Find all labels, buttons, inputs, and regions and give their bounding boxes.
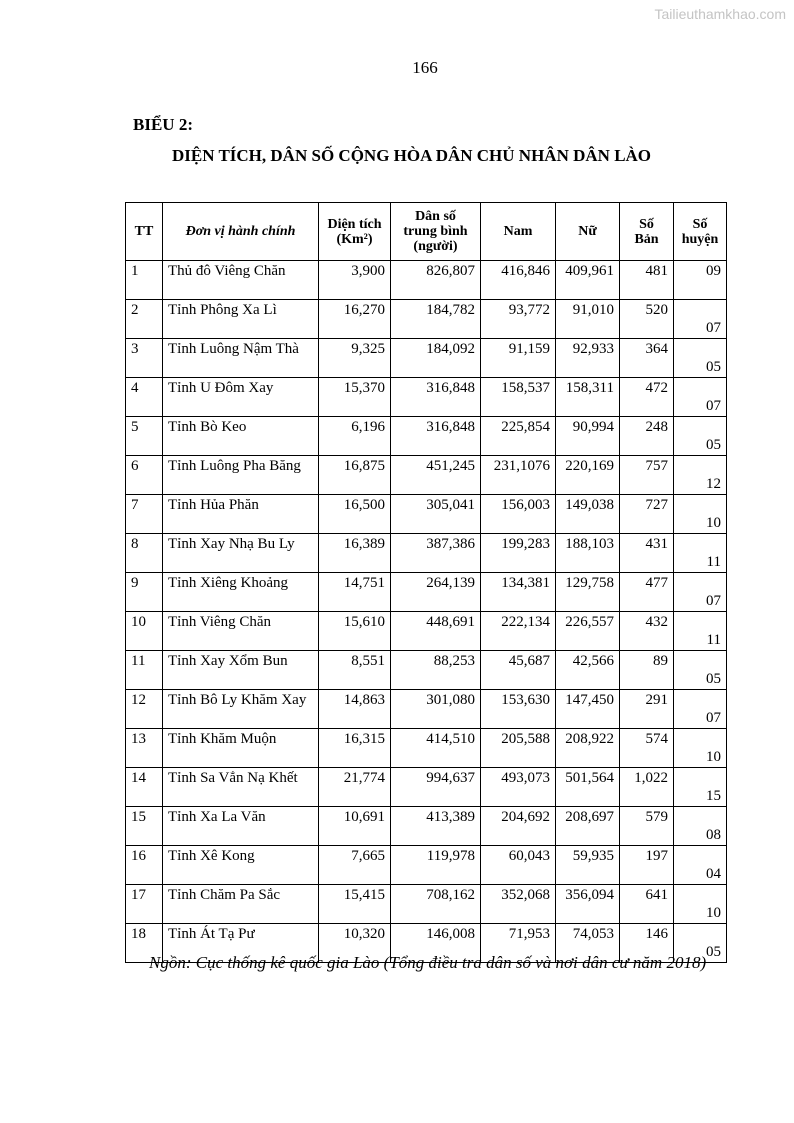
cell-unit-name: Tỉnh Viêng Chăn [163,612,319,651]
cell-tt: 13 [126,729,163,768]
cell-tt: 6 [126,456,163,495]
cell-unit-name: Tỉnh Xay Xổm Bun [163,651,319,690]
cell-area: 16,315 [319,729,391,768]
cell-male: 416,846 [481,261,556,300]
cell-female: 208,922 [556,729,620,768]
cell-male: 222,134 [481,612,556,651]
cell-population: 451,245 [391,456,481,495]
cell-area: 10,691 [319,807,391,846]
cell-districts: 07 [674,573,727,612]
cell-unit-name: Tỉnh Xê Kong [163,846,319,885]
cell-population: 413,389 [391,807,481,846]
cell-male: 205,588 [481,729,556,768]
cell-villages: 574 [620,729,674,768]
cell-female: 129,758 [556,573,620,612]
header-villages: Số Bản [620,203,674,261]
header-districts: Số huyện [674,203,727,261]
source-note: Ngồn: Cục thống kê quốc gia Lào (Tổng điều tra dân số và nơi dân cư năm 2018) [149,953,707,972]
cell-villages: 481 [620,261,674,300]
cell-tt: 2 [126,300,163,339]
cell-female: 147,450 [556,690,620,729]
cell-districts: 11 [674,534,727,573]
cell-population: 387,386 [391,534,481,573]
cell-female: 74,053 [556,924,620,963]
cell-area: 16,270 [319,300,391,339]
table-header-row [126,203,727,261]
cell-unit-name: Tỉnh Hủa Phăn [163,495,319,534]
cell-population: 184,092 [391,339,481,378]
table-row [126,729,727,768]
table-title: DIỆN TÍCH, DÂN SỐ CỘNG HÒA DÂN CHỦ NHÂN DÂN LÀO [172,146,652,165]
cell-female: 42,566 [556,651,620,690]
cell-area: 16,500 [319,495,391,534]
cell-villages: 472 [620,378,674,417]
header-tt: TT [126,203,163,261]
cell-male: 60,043 [481,846,556,885]
header-female: Nữ [556,203,620,261]
cell-population: 316,848 [391,417,481,456]
header-male: Nam [481,203,556,261]
cell-unit-name: Tỉnh Xa La Văn [163,807,319,846]
cell-unit-name: Tỉnh Luông Pha Băng [163,456,319,495]
statistics-table [125,202,727,963]
cell-unit-name: Thủ đô Viêng Chăn [163,261,319,300]
cell-area: 15,415 [319,885,391,924]
table-row [126,378,727,417]
cell-male: 231,1076 [481,456,556,495]
cell-districts: 11 [674,612,727,651]
cell-area: 10,320 [319,924,391,963]
cell-districts: 07 [674,378,727,417]
cell-female: 92,933 [556,339,620,378]
cell-districts: 10 [674,495,727,534]
cell-unit-name: Tỉnh Xay Nhạ Bu Ly [163,534,319,573]
cell-tt: 1 [126,261,163,300]
cell-tt: 16 [126,846,163,885]
cell-population: 994,637 [391,768,481,807]
cell-districts: 05 [674,924,727,963]
cell-tt: 11 [126,651,163,690]
cell-districts: 10 [674,885,727,924]
cell-population: 826,807 [391,261,481,300]
table-row [126,690,727,729]
cell-female: 501,564 [556,768,620,807]
cell-area: 3,900 [319,261,391,300]
cell-male: 493,073 [481,768,556,807]
cell-male: 199,283 [481,534,556,573]
table-row [126,300,727,339]
cell-districts: 15 [674,768,727,807]
header-unit: Đơn vị hành chính [163,203,319,261]
cell-villages: 579 [620,807,674,846]
cell-tt: 3 [126,339,163,378]
cell-villages: 520 [620,300,674,339]
cell-unit-name: Tỉnh Xiêng Khoảng [163,573,319,612]
cell-female: 356,094 [556,885,620,924]
cell-male: 153,630 [481,690,556,729]
cell-female: 158,311 [556,378,620,417]
table-row [126,417,727,456]
cell-unit-name: Tỉnh U Đôm Xay [163,378,319,417]
cell-villages: 291 [620,690,674,729]
cell-districts: 10 [674,729,727,768]
cell-area: 14,863 [319,690,391,729]
cell-population: 708,162 [391,885,481,924]
table-row [126,885,727,924]
cell-area: 7,665 [319,846,391,885]
cell-male: 71,953 [481,924,556,963]
cell-districts: 12 [674,456,727,495]
cell-tt: 12 [126,690,163,729]
cell-male: 45,687 [481,651,556,690]
section-heading: BIỂU 2: [133,115,193,134]
cell-population: 316,848 [391,378,481,417]
cell-female: 90,994 [556,417,620,456]
table-row [126,495,727,534]
cell-unit-name: Tỉnh Bô Ly Khăm Xay [163,690,319,729]
cell-female: 226,557 [556,612,620,651]
cell-population: 119,978 [391,846,481,885]
cell-tt: 18 [126,924,163,963]
cell-male: 225,854 [481,417,556,456]
cell-area: 14,751 [319,573,391,612]
cell-female: 149,038 [556,495,620,534]
cell-districts: 04 [674,846,727,885]
cell-unit-name: Tỉnh Khăm Muộn [163,729,319,768]
cell-villages: 364 [620,339,674,378]
cell-villages: 146 [620,924,674,963]
cell-population: 184,782 [391,300,481,339]
cell-female: 188,103 [556,534,620,573]
cell-area: 16,389 [319,534,391,573]
cell-population: 264,139 [391,573,481,612]
cell-unit-name: Tỉnh Bò Keo [163,417,319,456]
cell-female: 220,169 [556,456,620,495]
cell-area: 9,325 [319,339,391,378]
table-row [126,612,727,651]
cell-villages: 1,022 [620,768,674,807]
cell-female: 208,697 [556,807,620,846]
cell-male: 93,772 [481,300,556,339]
cell-population: 88,253 [391,651,481,690]
cell-tt: 14 [126,768,163,807]
cell-male: 204,692 [481,807,556,846]
cell-area: 6,196 [319,417,391,456]
cell-area: 8,551 [319,651,391,690]
cell-population: 448,691 [391,612,481,651]
cell-districts: 07 [674,300,727,339]
cell-population: 146,008 [391,924,481,963]
cell-male: 156,003 [481,495,556,534]
cell-unit-name: Tỉnh Phông Xa Lì [163,300,319,339]
cell-area: 15,370 [319,378,391,417]
cell-villages: 727 [620,495,674,534]
cell-districts: 05 [674,339,727,378]
cell-unit-name: Tỉnh Sa Vẳn Nạ Khết [163,768,319,807]
cell-tt: 10 [126,612,163,651]
cell-districts: 05 [674,417,727,456]
cell-population: 301,080 [391,690,481,729]
watermark-text: Tailieuthamkhao.com [654,6,786,22]
cell-male: 134,381 [481,573,556,612]
cell-villages: 431 [620,534,674,573]
page-number: 166 [412,58,438,77]
table-row [126,846,727,885]
table-row [126,534,727,573]
cell-male: 352,068 [481,885,556,924]
header-area: Diện tích (Km²) [319,203,391,261]
cell-villages: 197 [620,846,674,885]
cell-unit-name: Tỉnh Át Tạ Pư [163,924,319,963]
cell-tt: 8 [126,534,163,573]
cell-male: 158,537 [481,378,556,417]
table-row [126,261,727,300]
table-row [126,573,727,612]
cell-villages: 757 [620,456,674,495]
table-body [126,261,727,963]
header-population: Dân số trung bình (người) [391,203,481,261]
cell-districts: 07 [674,690,727,729]
cell-villages: 477 [620,573,674,612]
cell-male: 91,159 [481,339,556,378]
cell-area: 15,610 [319,612,391,651]
table-row [126,339,727,378]
table-row [126,768,727,807]
table-row [126,807,727,846]
cell-population: 305,041 [391,495,481,534]
cell-population: 414,510 [391,729,481,768]
cell-villages: 432 [620,612,674,651]
cell-tt: 17 [126,885,163,924]
cell-districts: 05 [674,651,727,690]
cell-area: 21,774 [319,768,391,807]
cell-tt: 5 [126,417,163,456]
table-row [126,651,727,690]
cell-tt: 15 [126,807,163,846]
cell-unit-name: Tỉnh Chăm Pa Sắc [163,885,319,924]
cell-villages: 248 [620,417,674,456]
cell-female: 409,961 [556,261,620,300]
cell-tt: 9 [126,573,163,612]
table-row [126,456,727,495]
cell-districts: 09 [674,261,727,300]
cell-tt: 7 [126,495,163,534]
cell-female: 91,010 [556,300,620,339]
cell-unit-name: Tỉnh Luông Nậm Thà [163,339,319,378]
cell-tt: 4 [126,378,163,417]
cell-female: 59,935 [556,846,620,885]
cell-villages: 89 [620,651,674,690]
cell-area: 16,875 [319,456,391,495]
cell-villages: 641 [620,885,674,924]
cell-districts: 08 [674,807,727,846]
